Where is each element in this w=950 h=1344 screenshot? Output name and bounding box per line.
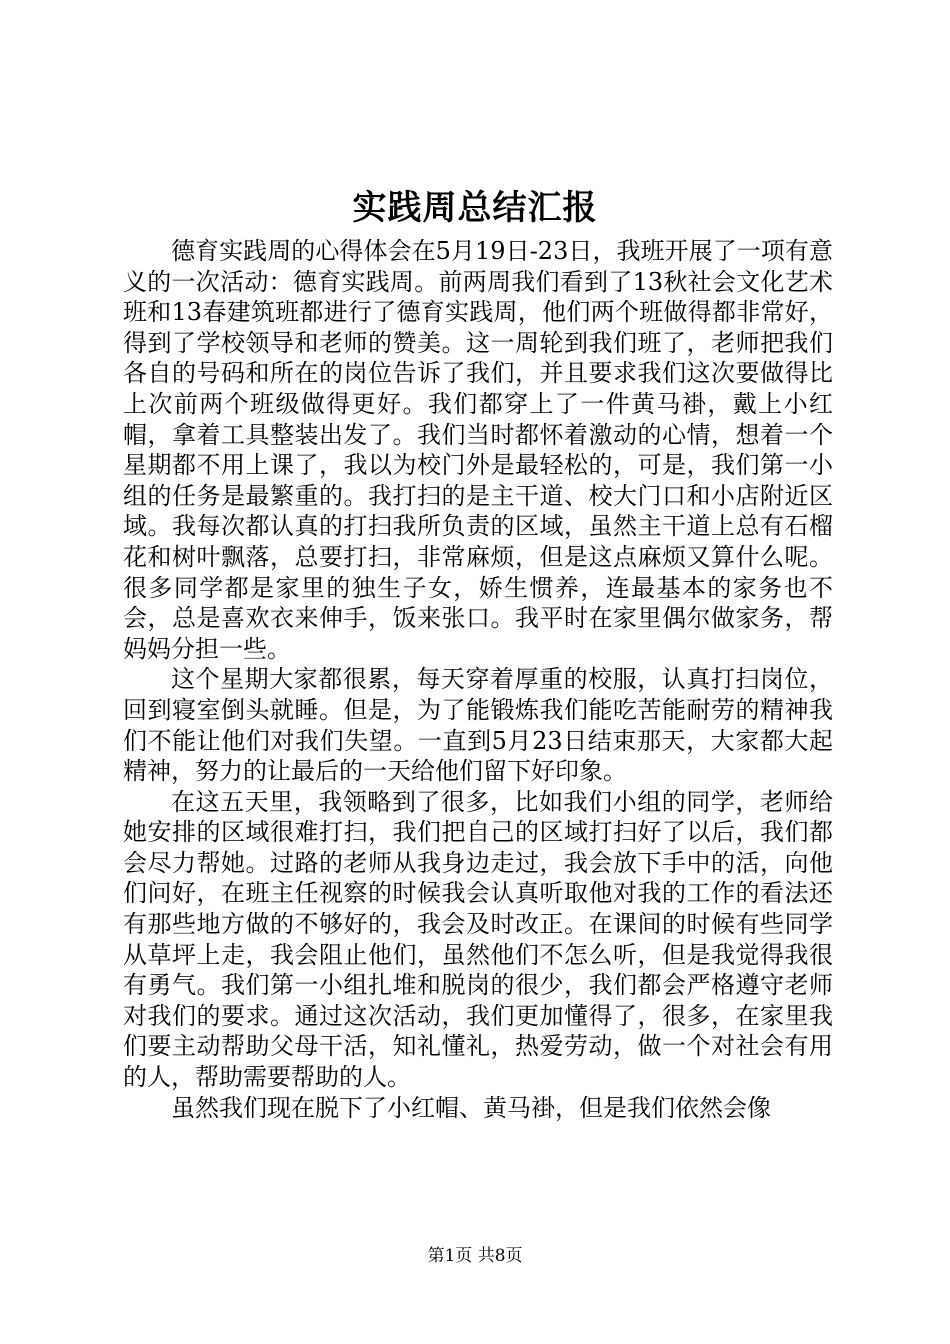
paragraph: 虽然我们现在脱下了小红帽、黄马褂，但是我们依然会像 [171, 1093, 771, 1122]
document-title: 实践周总结汇报 [352, 188, 598, 228]
paragraph: 这个星期大家都很累，每天穿着厚重的校服，认真打扫岗位，回到寝室倒头就睡。但是，为了能锻炼我们能吃苦能耐劳的精神我们不能让他们对我们失望。一直到5月23日结束那天，大家都大起精神，努力的让最后的一天给他们留下好印象。 [123, 665, 833, 786]
paragraph: 在这五天里，我领略到了很多，比如我们小组的同学，老师给她安排的区域很难打扫，我们把自己的区域打扫好了以后，我们都会尽力帮她。过路的老师从我身边走过，我会放下手中的活，向他们问好，在班主任视察的时候我会认真听取他对我的工作的看法还有那些地方做的不够好的，我会及时改正。在课间的时候有些同学从草坪上走，我会阻止他们，虽然他们不怎么听，但是我觉得我很有勇气。我们第一小组扎堆和脱岗的很少，我们都会严格遵守老师对我们的要求。通过这次活动，我们更加懂得了，很多，在家里我们要主动帮助父母干活，知礼懂礼，热爱劳动，做一个对社会有用的人，帮助需要帮助的人。 [123, 787, 833, 1092]
document-body [123, 236, 833, 1123]
page-number-footer: 第1页 共8页 [427, 1246, 523, 1266]
paragraph: 德育实践周的心得体会在5月19日-23日，我班开展了一项有意义的一次活动：德育实践周。前两周我们看到了13秋社会文化艺术班和13春建筑班都进行了德育实践周，他们两个班做得都非常好，得到了学校领导和老师的赞美。这一周轮到我们班了，老师把我们各自的号码和所在的岗位告诉了我们，并且要求我们这次要做得比上次前两个班级做得更好。我们都穿上了一件黄马褂，戴上小红帽，拿着工具整装出发了。我们当时都怀着激动的心情，想着一个星期都不用上课了，我以为校门外是最轻松的，可是，我们第一小组的任务是最繁重的。我打扫的是主干道、校大门口和小店附近区域。我每次都认真的打扫我所负责的区域，虽然主干道上总有石榴花和树叶飘落，总要打扫，非常麻烦，但是这点麻烦又算什么呢。很多同学都是家里的独生子女，娇生惯养，连最基本的家务也不会，总是喜欢衣来伸手，饭来张口。我平时在家里偶尔做家务，帮妈妈分担一些。 [123, 237, 833, 663]
